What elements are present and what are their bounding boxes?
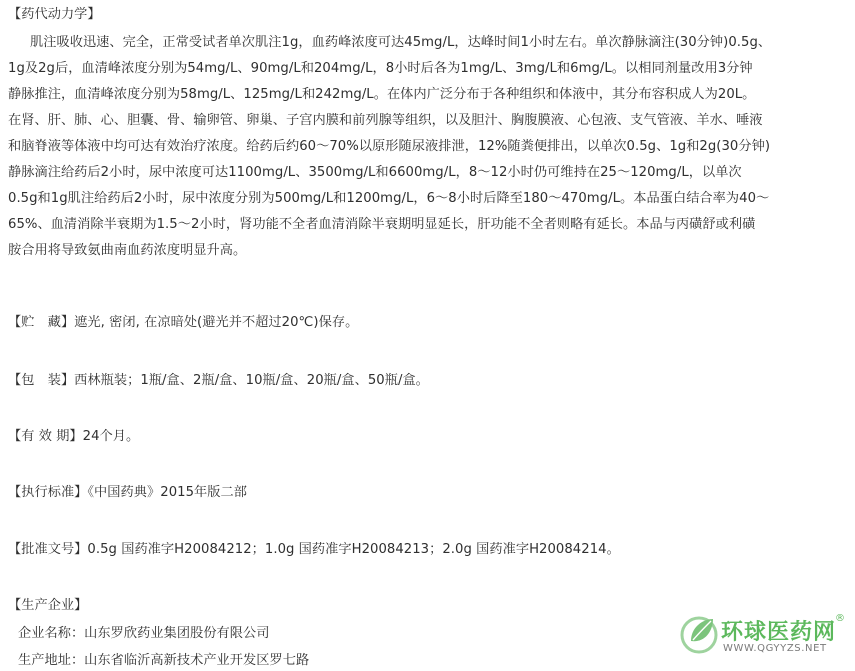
pharmacokinetics-heading: 【药代动力学】: [8, 7, 101, 22]
watermark-url: WWW.QGYYZS.NET: [723, 643, 827, 654]
manufacturer-address: 生产地址：山东省临沂高新技术产业开发区罗七路: [18, 653, 310, 668]
pharmacokinetics-line: 在肾、肝、肺、心、胆囊、骨、输卵管、卵巢、子宫内膜和前列腺等组织，以及胆汁、胸腹膜液、心包液、支气管液、羊水、唾液: [8, 113, 763, 128]
pharmacokinetics-line: 65%、血清消除半衰期为1.5～2小时，肾功能不全者血清消除半衰期明显延长，肝功能不全者则略有延长。本品与丙磺舒或利磺: [8, 217, 756, 232]
manufacturer-heading: 【生产企业】: [8, 598, 88, 613]
standard-section: 【执行标准】《中国药典》2015年版二部: [8, 485, 247, 500]
leaf-globe-icon: [677, 611, 721, 655]
approval-section: 【批准文号】0.5g 国药准字H20084212；1.0g 国药准字H20084213；2.0g 国药准字H20084214。: [8, 542, 620, 557]
pharmacokinetics-line: 静脉滴注给药后2小时，尿中浓度可达1100mg/L、3500mg/L和6600mg/L，8～12小时仍可维持在25～120mg/L，以单次: [8, 165, 742, 180]
storage-section: 【贮 藏】遮光, 密闭, 在凉暗处(避光并不超过20℃)保存。: [8, 315, 359, 330]
pharmacokinetics-line: 胺合用将导致氨曲南血药浓度明显升高。: [8, 243, 247, 258]
registered-mark: ®: [835, 613, 845, 624]
package-section: 【包 装】西林瓶装；1瓶/盒、2瓶/盒、10瓶/盒、20瓶/盒、50瓶/盒。: [8, 373, 429, 388]
pharmacokinetics-line: 静脉推注，血清峰浓度分别为58mg/L、125mg/L和242mg/L。在体内广泛分布于各种组织和体液中，其分布容积成人为20L。: [8, 87, 756, 102]
validity-section: 【有 效 期】24个月。: [8, 429, 140, 444]
manufacturer-name: 企业名称：山东罗欣药业集团股份有限公司: [18, 626, 270, 641]
pharmacokinetics-line: 1g及2g后，血清峰浓度分别为54mg/L、90mg/L和204mg/L，8小时后各为1mg/L、3mg/L和6mg/L。以相同剂量改用3分钟: [8, 61, 753, 76]
pharmacokinetics-line: 0.5g和1g肌注给药后2小时，尿中浓度分别为500mg/L和1200mg/L，6～8小时后降至180～470mg/L。本品蛋白结合率为40～: [8, 191, 770, 206]
pharmacokinetics-line: 肌注吸收迅速、完全，正常受试者单次肌注1g，血药峰浓度可达45mg/L，达峰时间1小时左右。单次静脉滴注(30分钟)0.5g、: [30, 35, 772, 50]
watermark-brand: 环球医药网: [721, 620, 837, 645]
pharmacokinetics-line: 和脑脊液等体液中均可达有效治疗浓度。给药后约60～70%以原形随尿液排泄，12%随粪便排出，以单次0.5g、1g和2g(30分钟): [8, 139, 771, 154]
watermark-logo: [677, 611, 847, 661]
